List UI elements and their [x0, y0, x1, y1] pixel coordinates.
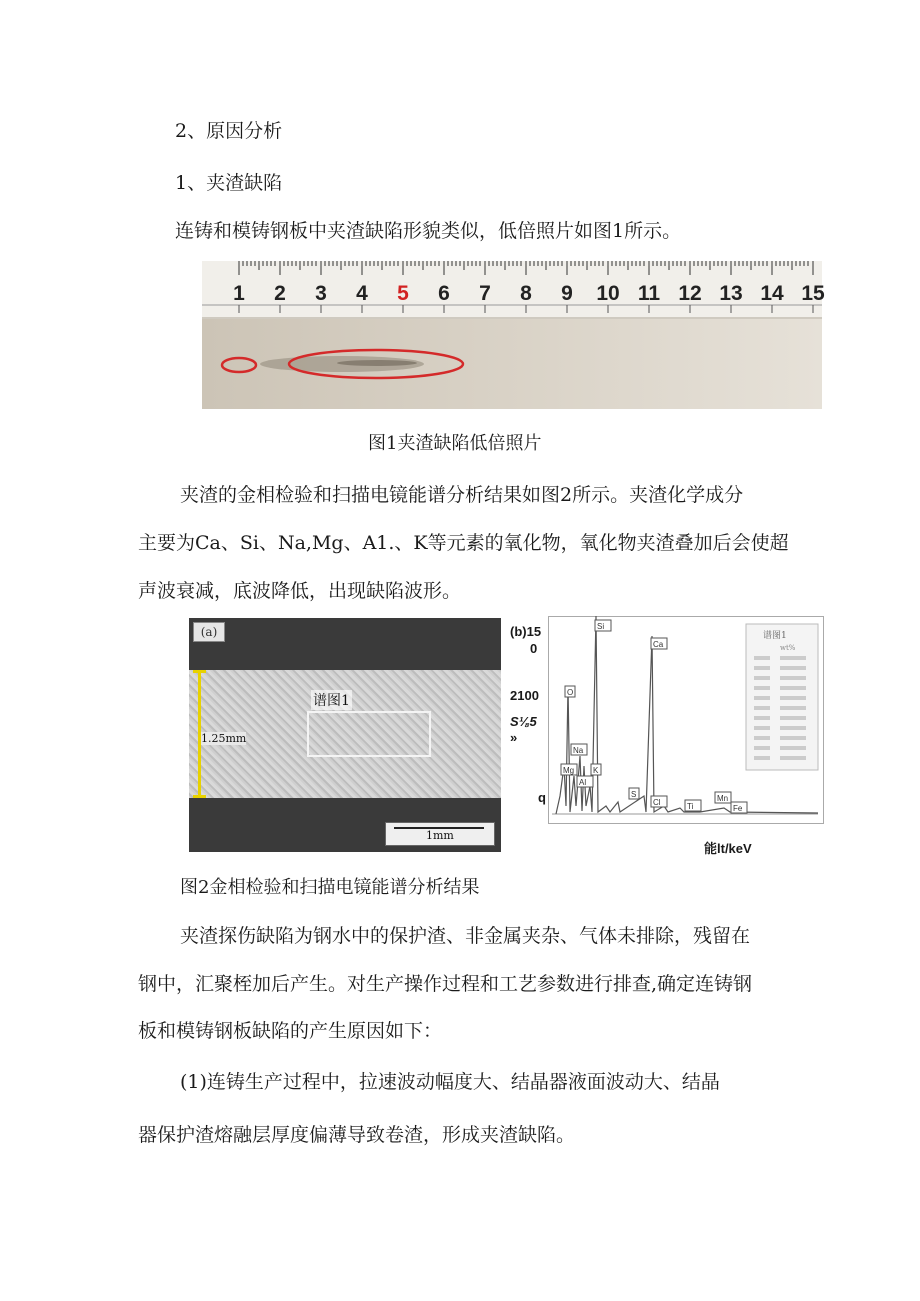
- ruler-number: 12: [678, 282, 702, 305]
- ruler-number: 4: [356, 282, 368, 305]
- slag-streak-core: [337, 360, 417, 366]
- element-tag: O: [567, 688, 574, 697]
- ruler-number: 1: [233, 282, 245, 305]
- element-tag: K: [593, 766, 599, 775]
- ruler-number: 11: [637, 282, 661, 305]
- element-tag: Na: [573, 746, 584, 755]
- ruler-number: 13: [719, 282, 743, 305]
- element-tag: Ca: [653, 640, 664, 649]
- figure-2b-eds-spectrum: [508, 614, 824, 856]
- legend-header: wt%: [780, 644, 796, 652]
- figure-2a-micrograph: [189, 618, 501, 852]
- figure-1-photo: [202, 261, 825, 409]
- paragraph-2-line-3: 声波衰减，底波降低，出现缺陷波形。: [138, 580, 462, 602]
- paragraph-3-line-3: 板和模铸钢板缺陷的产生原因如下：: [138, 1020, 443, 1042]
- spectrum-region-box: [307, 711, 431, 757]
- ruler-number: 9: [561, 282, 573, 305]
- x-axis-label: 能lt/keV: [704, 841, 752, 856]
- y-axis-label-2: S⅛5: [510, 714, 537, 729]
- y-axis-label-1: 2100: [510, 688, 539, 703]
- ruler-number: 10: [596, 282, 620, 305]
- paragraph-4-line-1: (1)连铸生产过程中，拉速波动幅度大、结晶器液面波动大、结晶: [180, 1071, 720, 1093]
- paragraph-2-line-2: 主要为Ca、Si、Na,Mg、A1.、K等元素的氧化物，氧化物夹渣叠加后会使超: [138, 532, 789, 554]
- element-tag: Si: [597, 622, 605, 631]
- section-heading: 2、原因分析: [175, 120, 283, 142]
- element-tag: Cl: [653, 798, 661, 807]
- ruler-number: 6: [438, 282, 450, 305]
- subsection-heading: 1、夹渣缺陷: [175, 172, 283, 194]
- paragraph-2-line-1: 夹渣的金相检验和扫描电镜能谱分析结果如图2所示。夹渣化学成分: [180, 484, 744, 506]
- paragraph-3-line-2: 钢中，汇聚桎加后产生。对生产操作过程和工艺参数进行排查,确定连铸钢: [138, 973, 753, 995]
- element-tag: Fe: [733, 804, 743, 813]
- intro-paragraph: 连铸和模铸钢板中夹渣缺陷形貌类似，低倍照片如图1所示。: [175, 220, 682, 242]
- panel-a-label: (a): [193, 622, 225, 642]
- panel-b-label: (b)15: [510, 624, 542, 639]
- ruler-number: 2: [274, 282, 286, 305]
- y-axis-label-4: q: [538, 790, 546, 805]
- legend-title: 谱图1: [763, 631, 787, 641]
- spectrum-plot: [548, 616, 824, 824]
- paragraph-4-line-2: 器保护渣熔融层厚度偏薄导致卷渣，形成夹渣缺陷。: [138, 1124, 576, 1146]
- element-tag: Mg: [563, 766, 575, 775]
- defect-marker-small: [222, 358, 256, 372]
- ruler-number: 14: [760, 282, 784, 305]
- paragraph-3-line-1: 夹渣探伤缺陷为钢水中的保护渣、非金属夹杂、气体未排除，残留在: [180, 925, 751, 947]
- ruler-number: 7: [479, 282, 491, 305]
- spectrum-region-label: 谱图1: [311, 690, 352, 710]
- scale-bar-label: 1mm: [426, 829, 454, 842]
- element-tag: Al: [579, 778, 587, 787]
- figure-1-caption: 图1夹渣缺陷低倍照片: [368, 433, 542, 454]
- y-axis-label-3: »: [510, 730, 518, 745]
- figure-2-caption: 图2金相检验和扫描电镜能谱分析结果: [180, 877, 480, 898]
- ruler-number: 8: [520, 282, 532, 305]
- element-tag: Ti: [687, 802, 694, 811]
- element-tag: Mn: [717, 794, 729, 803]
- ruler-number: 15: [801, 282, 825, 305]
- ruler-number: 5: [397, 282, 409, 305]
- thickness-label: 1.25mm: [201, 732, 247, 745]
- ruler-number: 3: [315, 282, 327, 305]
- element-tag: S: [631, 790, 637, 799]
- scale-bar-box: [385, 822, 495, 846]
- steel-plate-surface: [202, 319, 822, 409]
- ruler: [202, 261, 825, 319]
- panel-b-label-2: 0: [530, 641, 538, 656]
- ruler-ticks: [202, 261, 825, 317]
